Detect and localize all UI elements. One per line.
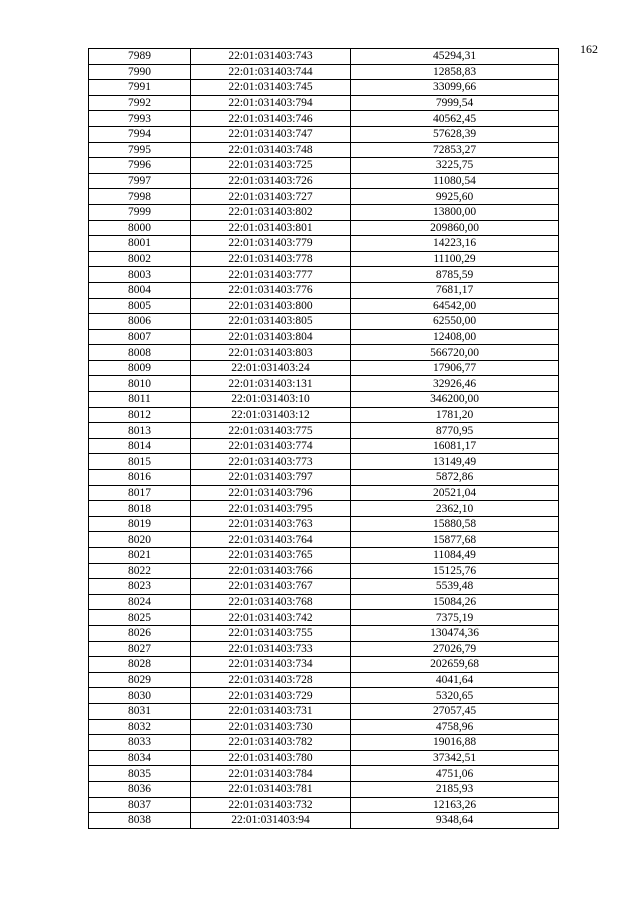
row-number-cell: 7996: [89, 158, 191, 174]
cadastral-number-cell: 22:01:031403:727: [191, 189, 351, 205]
table-row: [89, 329, 559, 345]
value-cell: 13149,49: [351, 454, 559, 470]
cadastral-number-cell: 22:01:031403:766: [191, 563, 351, 579]
cadastral-number-cell: 22:01:031403:730: [191, 719, 351, 735]
cadastral-number-cell: 22:01:031403:732: [191, 797, 351, 813]
row-number-cell: 8019: [89, 516, 191, 532]
cadastral-number-cell: 22:01:031403:767: [191, 579, 351, 595]
row-number-cell: 8022: [89, 563, 191, 579]
table-row: [89, 641, 559, 657]
value-cell: 13800,00: [351, 204, 559, 220]
cadastral-number-cell: 22:01:031403:780: [191, 750, 351, 766]
table-row: [89, 392, 559, 408]
value-cell: 72853,27: [351, 142, 559, 158]
value-cell: 17906,77: [351, 360, 559, 376]
table-row: [89, 750, 559, 766]
row-number-cell: 8033: [89, 735, 191, 751]
page-number: 162: [580, 42, 598, 56]
row-number-cell: 7990: [89, 64, 191, 80]
cadastral-number-cell: 22:01:031403:801: [191, 220, 351, 236]
value-cell: 5872,86: [351, 470, 559, 486]
cadastral-number-cell: 22:01:031403:743: [191, 49, 351, 65]
row-number-cell: 7991: [89, 80, 191, 96]
row-number-cell: 7989: [89, 49, 191, 65]
value-cell: 57628,39: [351, 126, 559, 142]
cadastral-number-cell: 22:01:031403:764: [191, 532, 351, 548]
table-row: [89, 345, 559, 361]
cadastral-number-cell: 22:01:031403:734: [191, 657, 351, 673]
table-row: [89, 813, 559, 829]
cadastral-number-cell: 22:01:031403:768: [191, 594, 351, 610]
cadastral-number-cell: 22:01:031403:94: [191, 813, 351, 829]
value-cell: 12408,00: [351, 329, 559, 345]
cadastral-number-cell: 22:01:031403:782: [191, 735, 351, 751]
cadastral-number-cell: 22:01:031403:803: [191, 345, 351, 361]
value-cell: 15125,76: [351, 563, 559, 579]
table-row: [89, 735, 559, 751]
row-number-cell: 7995: [89, 142, 191, 158]
cadastral-number-cell: 22:01:031403:777: [191, 267, 351, 283]
cadastral-number-cell: 22:01:031403:802: [191, 204, 351, 220]
row-number-cell: 8038: [89, 813, 191, 829]
cadastral-number-cell: 22:01:031403:804: [191, 329, 351, 345]
value-cell: 2362,10: [351, 501, 559, 517]
value-cell: 2185,93: [351, 781, 559, 797]
value-cell: 37342,51: [351, 750, 559, 766]
cadastral-number-cell: 22:01:031403:733: [191, 641, 351, 657]
cadastral-number-cell: 22:01:031403:728: [191, 672, 351, 688]
table-row: [89, 657, 559, 673]
row-number-cell: 8025: [89, 610, 191, 626]
row-number-cell: 8009: [89, 360, 191, 376]
table-body: [89, 49, 559, 829]
row-number-cell: 8008: [89, 345, 191, 361]
table-row: [89, 423, 559, 439]
table-row: [89, 407, 559, 423]
cadastral-number-cell: 22:01:031403:745: [191, 80, 351, 96]
table-row: [89, 95, 559, 111]
row-number-cell: 8007: [89, 329, 191, 345]
row-number-cell: 7998: [89, 189, 191, 205]
table-row: [89, 563, 559, 579]
cadastral-number-cell: 22:01:031403:755: [191, 625, 351, 641]
row-number-cell: 8031: [89, 703, 191, 719]
cadastral-number-cell: 22:01:031403:729: [191, 688, 351, 704]
value-cell: 5320,65: [351, 688, 559, 704]
value-cell: 1781,20: [351, 407, 559, 423]
table-row: [89, 64, 559, 80]
table-row: [89, 267, 559, 283]
cadastral-number-cell: 22:01:031403:805: [191, 314, 351, 330]
cadastral-number-cell: 22:01:031403:765: [191, 548, 351, 564]
row-number-cell: 8036: [89, 781, 191, 797]
row-number-cell: 8004: [89, 282, 191, 298]
table-row: [89, 49, 559, 65]
cadastral-number-cell: 22:01:031403:774: [191, 438, 351, 454]
value-cell: 15084,26: [351, 594, 559, 610]
value-cell: 4751,06: [351, 766, 559, 782]
row-number-cell: 8002: [89, 251, 191, 267]
value-cell: 16081,17: [351, 438, 559, 454]
row-number-cell: 8010: [89, 376, 191, 392]
value-cell: 7999,54: [351, 95, 559, 111]
table-row: [89, 220, 559, 236]
row-number-cell: 8014: [89, 438, 191, 454]
table-row: [89, 579, 559, 595]
row-number-cell: 8000: [89, 220, 191, 236]
value-cell: 3225,75: [351, 158, 559, 174]
table-row: [89, 454, 559, 470]
cadastral-number-cell: 22:01:031403:24: [191, 360, 351, 376]
row-number-cell: 8032: [89, 719, 191, 735]
value-cell: 11100,29: [351, 251, 559, 267]
row-number-cell: 8012: [89, 407, 191, 423]
value-cell: 12163,26: [351, 797, 559, 813]
table-row: [89, 80, 559, 96]
value-cell: 5539,48: [351, 579, 559, 595]
value-cell: 19016,88: [351, 735, 559, 751]
row-number-cell: 8003: [89, 267, 191, 283]
value-cell: 9348,64: [351, 813, 559, 829]
row-number-cell: 8005: [89, 298, 191, 314]
row-number-cell: 8023: [89, 579, 191, 595]
value-cell: 45294,31: [351, 49, 559, 65]
row-number-cell: 8006: [89, 314, 191, 330]
cadastral-number-cell: 22:01:031403:725: [191, 158, 351, 174]
cadastral-number-cell: 22:01:031403:773: [191, 454, 351, 470]
value-cell: 4758,96: [351, 719, 559, 735]
table-row: [89, 797, 559, 813]
table-row: [89, 501, 559, 517]
cadastral-number-cell: 22:01:031403:779: [191, 236, 351, 252]
cadastral-number-cell: 22:01:031403:726: [191, 173, 351, 189]
value-cell: 202659,68: [351, 657, 559, 673]
cadastral-number-cell: 22:01:031403:744: [191, 64, 351, 80]
table-row: [89, 314, 559, 330]
cadastral-number-cell: 22:01:031403:776: [191, 282, 351, 298]
value-cell: 62550,00: [351, 314, 559, 330]
table-row: [89, 438, 559, 454]
table-row: [89, 548, 559, 564]
value-cell: 9925,60: [351, 189, 559, 205]
table-row: [89, 189, 559, 205]
row-number-cell: 7999: [89, 204, 191, 220]
table-row: [89, 142, 559, 158]
table-row: [89, 111, 559, 127]
row-number-cell: 8021: [89, 548, 191, 564]
value-cell: 11080,54: [351, 173, 559, 189]
row-number-cell: 8030: [89, 688, 191, 704]
table-row: [89, 470, 559, 486]
value-cell: 8785,59: [351, 267, 559, 283]
table-row: [89, 485, 559, 501]
cadastral-number-cell: 22:01:031403:10: [191, 392, 351, 408]
row-number-cell: 8016: [89, 470, 191, 486]
cadastral-number-cell: 22:01:031403:731: [191, 703, 351, 719]
cadastral-number-cell: 22:01:031403:763: [191, 516, 351, 532]
cadastral-number-cell: 22:01:031403:797: [191, 470, 351, 486]
table-row: [89, 204, 559, 220]
table-row: [89, 282, 559, 298]
cadastral-number-cell: 22:01:031403:800: [191, 298, 351, 314]
table-row: [89, 610, 559, 626]
table-row: [89, 251, 559, 267]
value-cell: 20521,04: [351, 485, 559, 501]
table-row: [89, 688, 559, 704]
cadastral-number-cell: 22:01:031403:796: [191, 485, 351, 501]
value-cell: 346200,00: [351, 392, 559, 408]
row-number-cell: 8037: [89, 797, 191, 813]
row-number-cell: 8029: [89, 672, 191, 688]
table-row: [89, 672, 559, 688]
row-number-cell: 7997: [89, 173, 191, 189]
table-row: [89, 158, 559, 174]
row-number-cell: 8035: [89, 766, 191, 782]
value-cell: 566720,00: [351, 345, 559, 361]
value-cell: 12858,83: [351, 64, 559, 80]
cadastral-value-table: [88, 48, 559, 829]
row-number-cell: 8020: [89, 532, 191, 548]
value-cell: 27057,45: [351, 703, 559, 719]
row-number-cell: 8028: [89, 657, 191, 673]
table-row: [89, 298, 559, 314]
row-number-cell: 8026: [89, 625, 191, 641]
row-number-cell: 8018: [89, 501, 191, 517]
table-row: [89, 625, 559, 641]
row-number-cell: 8024: [89, 594, 191, 610]
cadastral-number-cell: 22:01:031403:12: [191, 407, 351, 423]
row-number-cell: 8013: [89, 423, 191, 439]
value-cell: 40562,45: [351, 111, 559, 127]
cadastral-number-cell: 22:01:031403:781: [191, 781, 351, 797]
table-row: [89, 516, 559, 532]
table-row: [89, 376, 559, 392]
value-cell: 7681,17: [351, 282, 559, 298]
row-number-cell: 7992: [89, 95, 191, 111]
table-row: [89, 532, 559, 548]
value-cell: 4041,64: [351, 672, 559, 688]
row-number-cell: 8001: [89, 236, 191, 252]
table-row: [89, 173, 559, 189]
row-number-cell: 8034: [89, 750, 191, 766]
cadastral-number-cell: 22:01:031403:795: [191, 501, 351, 517]
table-row: [89, 236, 559, 252]
cadastral-number-cell: 22:01:031403:748: [191, 142, 351, 158]
cadastral-number-cell: 22:01:031403:784: [191, 766, 351, 782]
value-cell: 64542,00: [351, 298, 559, 314]
value-cell: 11084,49: [351, 548, 559, 564]
table-row: [89, 781, 559, 797]
value-cell: 32926,46: [351, 376, 559, 392]
cadastral-number-cell: 22:01:031403:794: [191, 95, 351, 111]
table-row: [89, 594, 559, 610]
value-cell: 8770,95: [351, 423, 559, 439]
table-row: [89, 766, 559, 782]
value-cell: 130474,36: [351, 625, 559, 641]
row-number-cell: 8015: [89, 454, 191, 470]
value-cell: 209860,00: [351, 220, 559, 236]
table-row: [89, 719, 559, 735]
cadastral-number-cell: 22:01:031403:775: [191, 423, 351, 439]
cadastral-number-cell: 22:01:031403:746: [191, 111, 351, 127]
table-row: [89, 360, 559, 376]
value-cell: 15880,58: [351, 516, 559, 532]
value-cell: 14223,16: [351, 236, 559, 252]
row-number-cell: 8017: [89, 485, 191, 501]
value-cell: 7375,19: [351, 610, 559, 626]
value-cell: 15877,68: [351, 532, 559, 548]
value-cell: 27026,79: [351, 641, 559, 657]
table-row: [89, 126, 559, 142]
cadastral-number-cell: 22:01:031403:131: [191, 376, 351, 392]
row-number-cell: 8011: [89, 392, 191, 408]
table-row: [89, 703, 559, 719]
row-number-cell: 8027: [89, 641, 191, 657]
cadastral-number-cell: 22:01:031403:747: [191, 126, 351, 142]
value-cell: 33099,66: [351, 80, 559, 96]
row-number-cell: 7993: [89, 111, 191, 127]
row-number-cell: 7994: [89, 126, 191, 142]
cadastral-number-cell: 22:01:031403:778: [191, 251, 351, 267]
cadastral-number-cell: 22:01:031403:742: [191, 610, 351, 626]
